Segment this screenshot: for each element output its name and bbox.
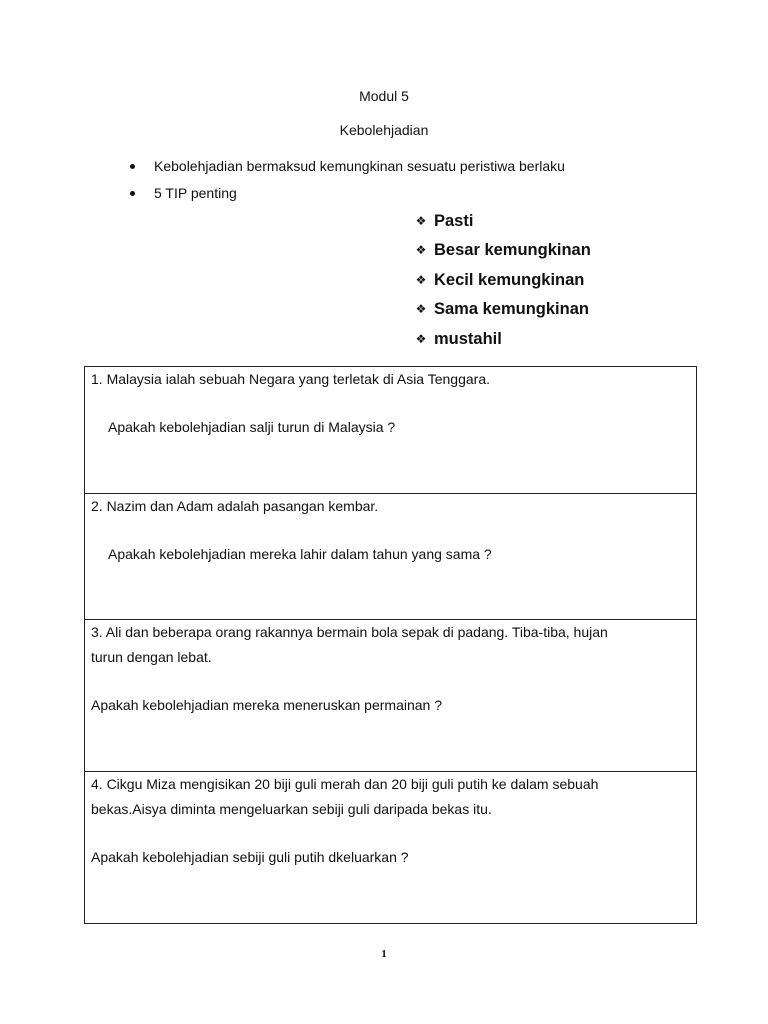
bullet-dot-icon — [130, 164, 135, 169]
tip-item-pasti — [414, 206, 591, 236]
question-cell-4 — [85, 772, 696, 923]
question-cell-1 — [85, 367, 696, 494]
questions-table — [84, 366, 697, 924]
question-text: Apakah kebolehjadian mereka lahir dalam tahun yang sama ? — [108, 546, 492, 562]
tip-item-besar — [414, 236, 591, 266]
tip-text: Besar kemungkinan — [434, 241, 591, 260]
topic-title: Kebolehjadian — [339, 122, 429, 138]
question-text: Apakah kebolehjadian mereka meneruskan permainan ? — [91, 697, 442, 713]
question-text: Apakah kebolehjadian salji turun di Malaysia ? — [108, 419, 396, 435]
tip-text: Sama kemungkinan — [434, 300, 589, 319]
page-number: 1 — [381, 948, 387, 960]
question-statement: 2. Nazim dan Adam adalah pasangan kembar. — [91, 498, 379, 514]
tip-text: Kecil kemungkinan — [434, 270, 585, 289]
question-text: Apakah kebolehjadian sebiji guli putih dkeluarkan ? — [91, 849, 409, 865]
module-title: Modul 5 — [359, 88, 409, 104]
bullet-text: 5 TIP penting — [154, 185, 237, 201]
bullet-dot-icon — [130, 191, 135, 196]
diamond-bullet-icon: ❖ — [415, 331, 427, 346]
tips-list — [414, 206, 591, 354]
tip-item-sama — [414, 295, 591, 325]
bullet-item-definition — [130, 157, 565, 184]
tip-item-mustahil — [414, 324, 591, 354]
diamond-bullet-icon: ❖ — [415, 272, 427, 287]
intro-bullet-list — [130, 157, 565, 211]
question-statement-line2: bekas.Aisya diminta mengeluarkan sebiji guli daripada bekas itu. — [91, 801, 492, 817]
question-cell-2 — [85, 494, 696, 620]
question-statement-line1: 3. Ali dan beberapa orang rakannya bermain bola sepak di padang. Tiba-tiba, hujan — [91, 624, 608, 640]
question-statement: 1. Malaysia ialah sebuah Negara yang terletak di Asia Tenggara. — [91, 371, 490, 387]
diamond-bullet-icon: ❖ — [415, 302, 427, 317]
tip-item-kecil — [414, 265, 591, 295]
diamond-bullet-icon: ❖ — [415, 213, 427, 228]
question-statement-line1: 4. Cikgu Miza mengisikan 20 biji guli merah dan 20 biji guli putih ke dalam sebuah — [91, 776, 599, 792]
bullet-text: Kebolehjadian bermaksud kemungkinan sesuatu peristiwa berlaku — [154, 158, 565, 174]
question-cell-3 — [85, 620, 696, 772]
diamond-bullet-icon: ❖ — [415, 243, 427, 258]
tip-text: Pasti — [434, 211, 474, 230]
tip-text: mustahil — [434, 329, 502, 348]
question-statement-line2: turun dengan lebat. — [91, 649, 212, 665]
